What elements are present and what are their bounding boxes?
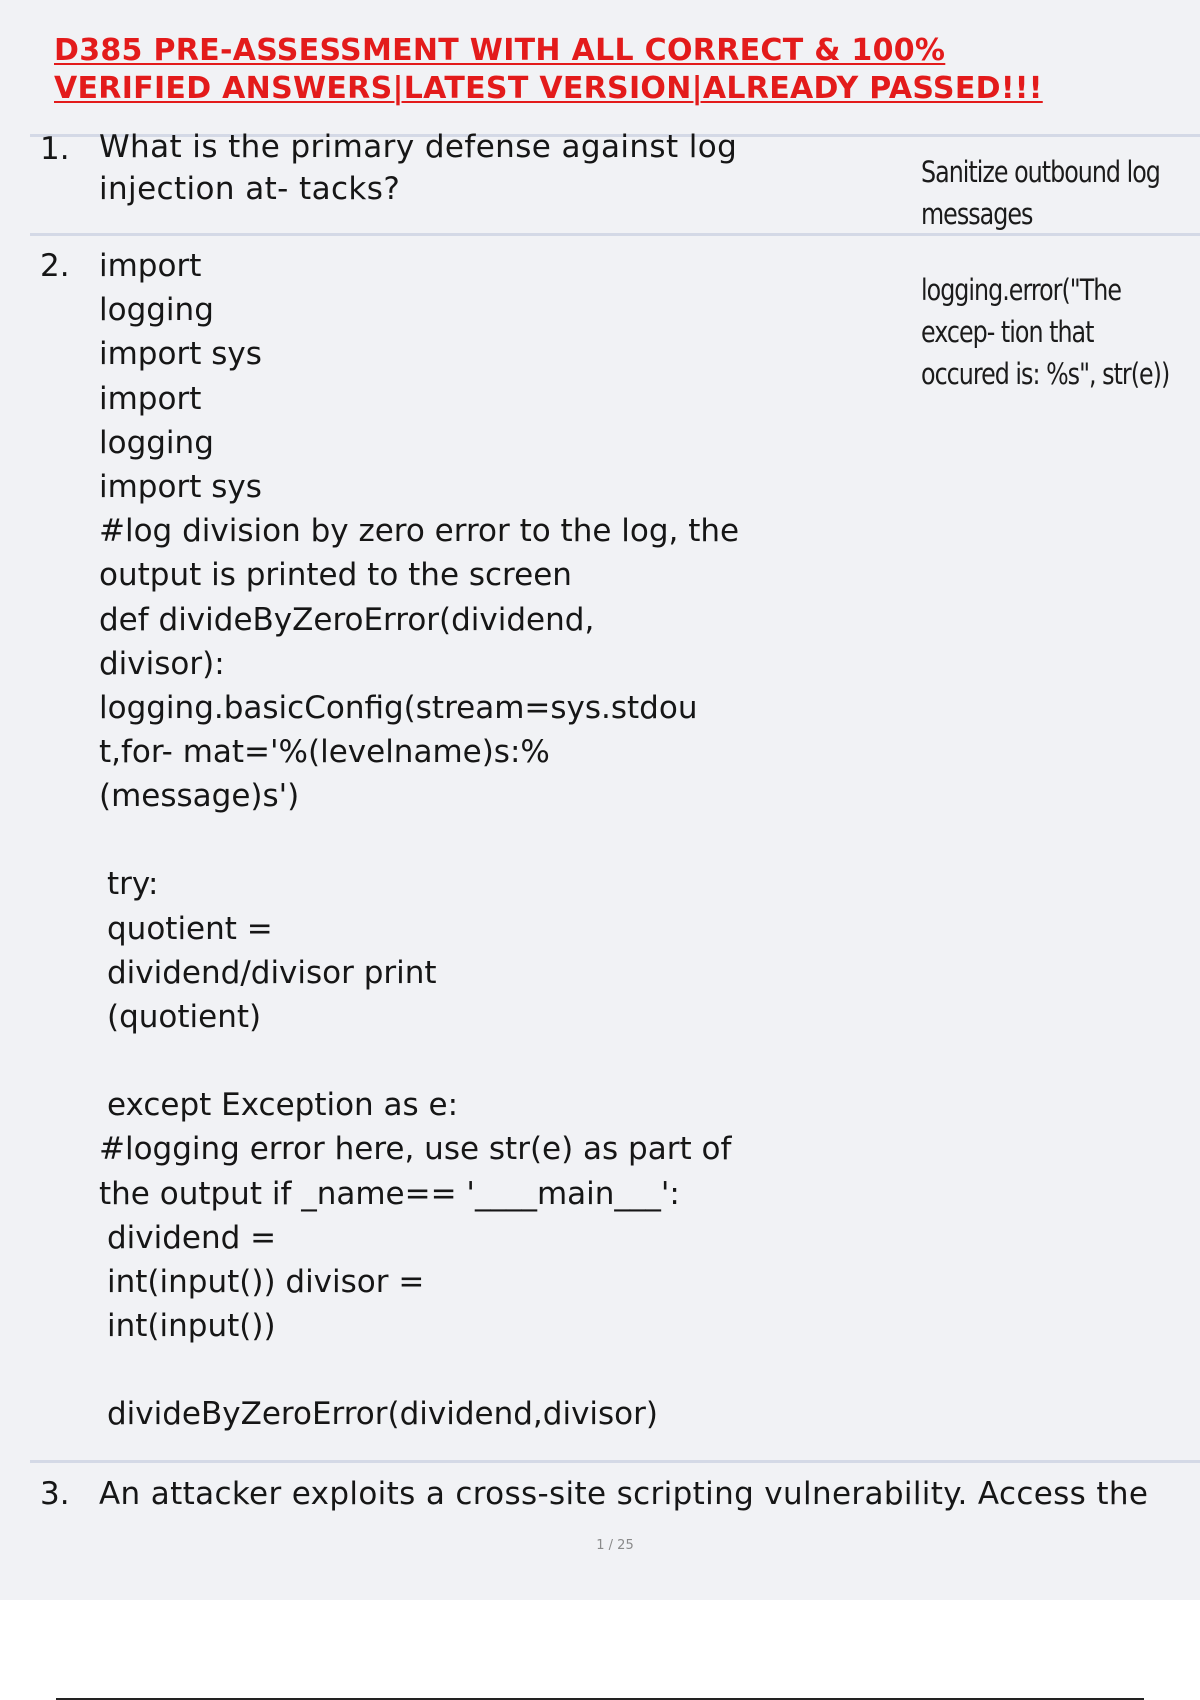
question-2-code xyxy=(99,244,739,1437)
code-line: divideByZeroError(dividend,divisor) xyxy=(107,1396,658,1433)
code-line: t,for- mat='%(levelname)s:% xyxy=(99,734,550,771)
document-title-line-2: VERIFIED ANSWERS|LATEST VERSION|ALREADY PASSED!!! xyxy=(54,71,1043,106)
code-line: output is printed to the screen xyxy=(99,557,572,594)
question-2-answer-line-3: occured is: %s", str(e)) xyxy=(921,357,1170,391)
question-2-number: 2. xyxy=(40,248,70,284)
question-1-line-2: injection at- tacks? xyxy=(99,171,401,207)
code-line: logging xyxy=(99,424,214,461)
code-blank-line xyxy=(99,1039,739,1083)
document-title-line-1: D385 PRE-ASSESSMENT WITH ALL CORRECT & 100% xyxy=(54,33,946,68)
question-1-text xyxy=(99,127,737,211)
document-title xyxy=(54,32,1043,108)
code-line: except Exception as e: xyxy=(107,1087,459,1124)
code-line: dividend/divisor print xyxy=(107,954,437,991)
code-line: (quotient) xyxy=(107,999,262,1035)
code-line: import xyxy=(99,380,202,417)
question-2-answer xyxy=(921,269,1169,395)
question-1-answer-line-2: messages xyxy=(921,197,1033,231)
code-line: logging xyxy=(99,292,214,329)
code-line: import sys xyxy=(99,336,262,373)
row-divider-2 xyxy=(30,1460,1200,1463)
code-line: the output if _name== '____main___': xyxy=(99,1175,680,1212)
code-line: quotient = xyxy=(107,910,273,947)
code-line: int(input()) xyxy=(107,1308,276,1345)
row-divider-1 xyxy=(30,233,1200,236)
code-line: dividend = xyxy=(107,1219,277,1256)
question-2-answer-line-2: excep- tion that xyxy=(921,315,1094,349)
question-3-text: An attacker exploits a cross-site scripting vulnerability. Access the xyxy=(99,1476,1149,1512)
code-line: #log division by zero error to the log, the xyxy=(99,513,740,550)
question-3-number: 3. xyxy=(40,1476,70,1512)
code-line: (message)s') xyxy=(99,778,300,815)
code-line: def divideByZeroError(dividend, xyxy=(99,601,595,638)
question-1-number: 1. xyxy=(40,131,70,167)
question-1-answer xyxy=(921,151,1160,235)
code-blank-line xyxy=(99,1348,739,1392)
code-line: import sys xyxy=(99,468,262,505)
code-line: int(input()) divisor = xyxy=(107,1263,425,1300)
code-line: #logging error here, use str(e) as part of xyxy=(99,1131,732,1168)
page-number: 1 / 25 xyxy=(596,1538,634,1553)
question-2-answer-line-1: logging.error("The xyxy=(921,273,1121,307)
code-line: try: xyxy=(107,866,159,903)
code-line: divisor): xyxy=(99,645,225,682)
code-line: logging.basicConfig(stream=sys.stdou xyxy=(99,689,698,726)
question-1-answer-line-1: Sanitize outbound log xyxy=(921,155,1160,189)
code-line: import xyxy=(99,248,202,284)
code-blank-line xyxy=(99,818,739,862)
question-1-line-1: What is the primary defense against log xyxy=(99,129,738,165)
